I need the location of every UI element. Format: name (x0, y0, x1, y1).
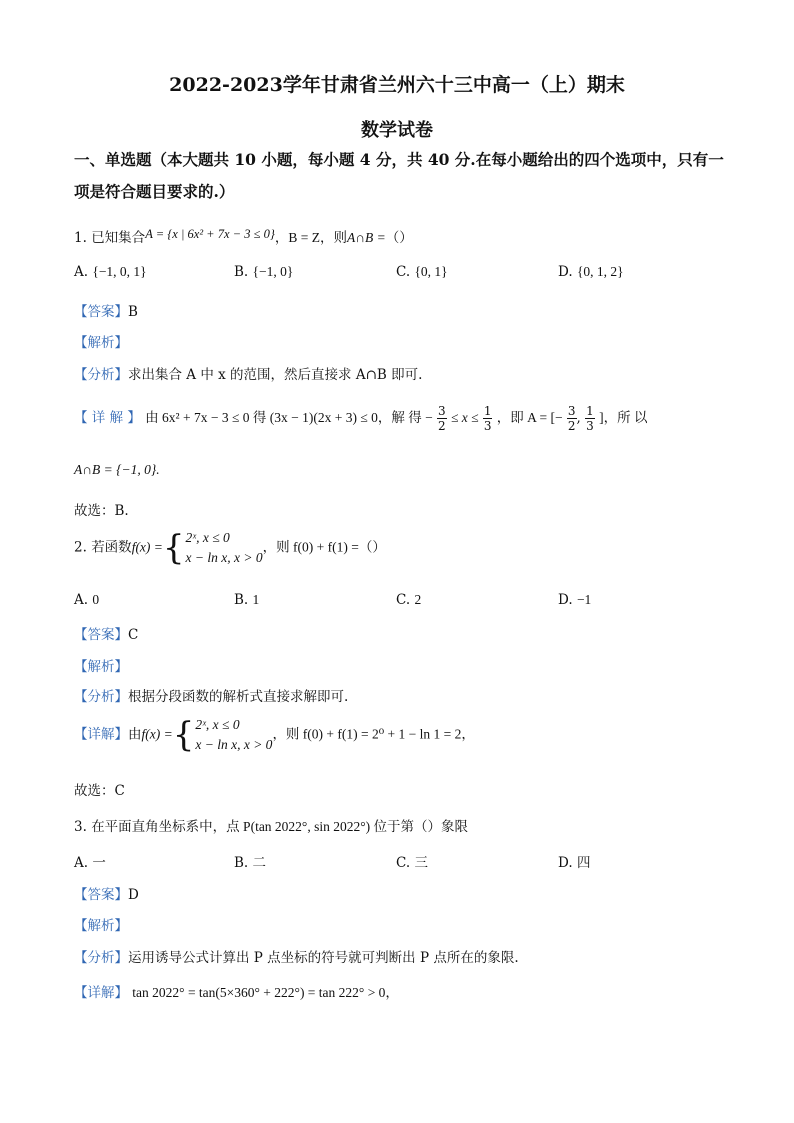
q2-detail: 【详解】由f(x) ={ 2ˣ, x ≤ 0 x − ln x, x > 0 ，则 f(0) + f(1) = 2⁰ + 1 − ln 1 = 2， (74, 715, 475, 755)
q1-analysis-label: 【解析】 (74, 335, 128, 351)
q2-fenxi: 【分析】根据分段函数的解析式直接求解即可. (74, 689, 349, 705)
section-heading-line1: 一、单选题（本大题共 10 小题，每小题 4 分，共 40 分.在每小题给出的四个选项中，只有一 (74, 150, 724, 169)
q3-option-a: A. 一 (74, 855, 106, 871)
fraction-1-3: $\frac{1}{3}$ (483, 404, 492, 433)
q2-option-d: D. −1 (558, 592, 592, 608)
q1-option-b: B. {−1, 0} (234, 264, 294, 280)
q3-option-d: D. 四 (558, 855, 591, 871)
q1-answer: 【答案】B (74, 304, 138, 320)
page-title: 2022-2023学年甘肃省兰州六十三中高一（上）期末 (169, 74, 625, 96)
q2-option-a: A. 0 (74, 592, 100, 608)
question-3-stem: 3. 在平面直角坐标系中，点 P(tan 2022°, sin 2022°) 位于第（）象限 (74, 819, 468, 835)
q2-choose: 故选：C (74, 783, 125, 799)
q3-option-c: C. 三 (396, 855, 428, 871)
q3-answer: 【答案】D (74, 887, 139, 903)
q1-fenxi: 【分析】求出集合 A 中 x 的范围，然后直接求 A∩B 即可. (74, 367, 423, 383)
piecewise-cases: 2ˣ, x ≤ 0 x − ln x, x > 0 (185, 530, 263, 565)
q3-fenxi: 【分析】运用诱导公式计算出 P 点坐标的符号就可判断出 P 点所在的象限. (74, 950, 519, 966)
q2-option-c: C. 2 (396, 592, 422, 608)
page-subtitle: 数学试卷 (361, 120, 433, 141)
q1-option-c: C. {0, 1} (396, 264, 448, 280)
q1-option-d: D. {0, 1, 2} (558, 264, 624, 280)
q2-option-b: B. 1 (234, 592, 260, 608)
fraction-3-2-b: $\frac{3}{2}$ (567, 404, 576, 433)
fraction-1-3-b: $\frac{1}{3}$ (586, 404, 594, 433)
question-1-stem: 1. 已知集合A = {x | 6x² + 7x − 3 ≤ 0}，B = Z，则A∩B =（） (74, 227, 413, 246)
q2-answer: 【答案】C (74, 627, 139, 643)
q1-choose: 故选：B. (74, 503, 129, 519)
fraction-3-2: $\frac{3}{2}$ (438, 404, 446, 433)
question-2-stem: 2. 若函数f(x) ={ 2ˣ, x ≤ 0 x − ln x, x > 0 ，则 f(0) + f(1) =（） (74, 528, 386, 568)
q1-detail: 【 详 解 】 由 6x² + 7x − 3 ≤ 0 得 (3x − 1)(2x + 3) ≤ 0，解 得 − $\frac{3}{2}$ ≤ x ≤ $\frac{1}{3}$ ，即 A = [− $\frac{3}{2}$ , $\frac{1}{3}$ ]，所 以 (74, 404, 648, 433)
q3-option-b: B. 二 (234, 855, 267, 871)
q1-option-a: A. {−1, 0, 1} (74, 264, 147, 280)
section-heading-line2: 项是符合题目要求的.） (74, 182, 235, 201)
q3-analysis-label: 【解析】 (74, 918, 128, 934)
q2-analysis-label: 【解析】 (74, 659, 128, 675)
q3-detail: 【详解】 tan 2022° = tan(5×360° + 222°) = tan 222° > 0， (74, 985, 399, 1001)
q1-result: A∩B = {−1, 0}. (74, 462, 160, 477)
